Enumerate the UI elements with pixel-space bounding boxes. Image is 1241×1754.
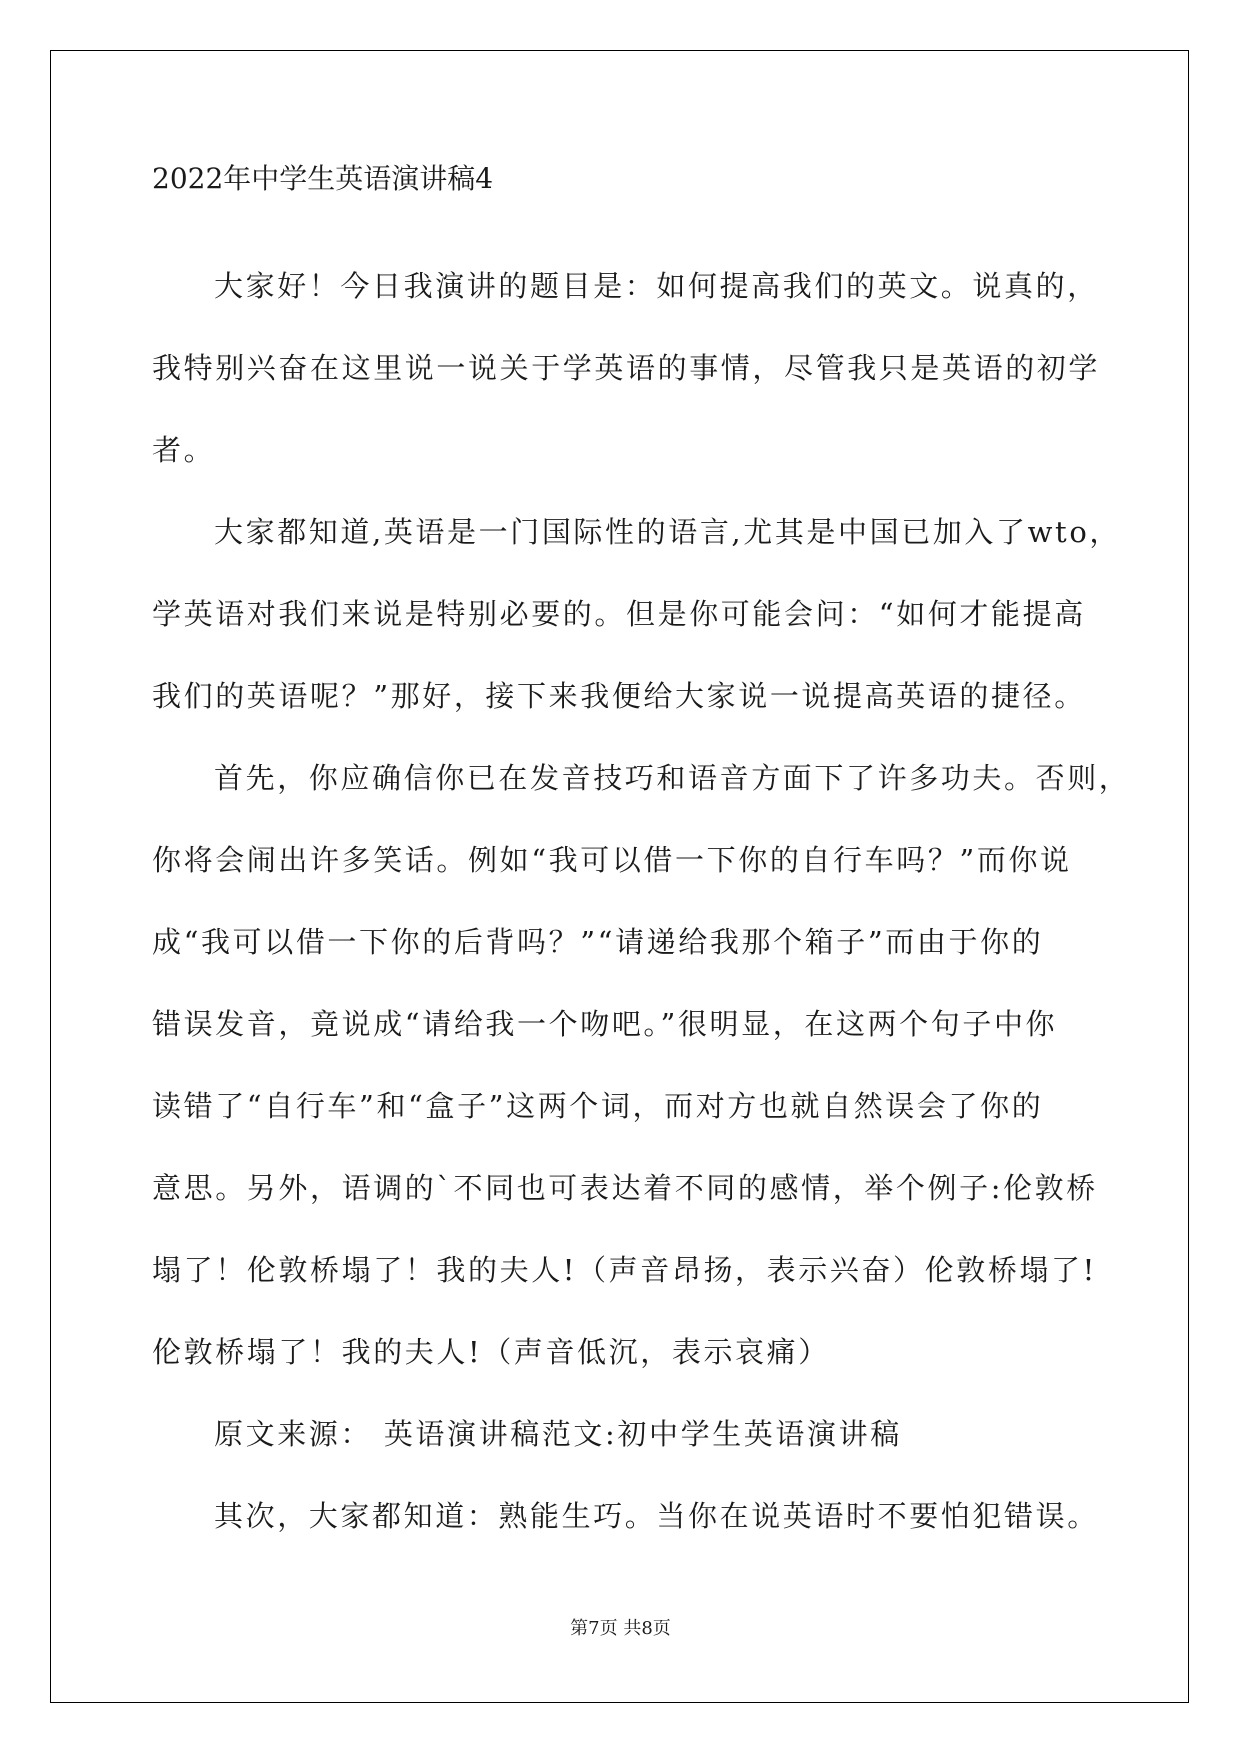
text-line: 意思。另外，语调的`不同也可表达着不同的感情，举个例子:伦敦桥 [152,1171,1098,1205]
text-line: 学英语对我们来说是特别必要的。但是你可能会问：“如何才能提高 [152,597,1086,631]
text-line: 错误发音，竟说成“请给我一个吻吧。”很明显，在这两个句子中你 [152,1007,1058,1041]
text-line: 我特别兴奋在这里说一说关于学英语的事情，尽管我只是英语的初学 [152,351,1101,385]
text-line: 伦敦桥塌了！我的夫人!（声音低沉，表示哀痛） [152,1335,830,1369]
text-line: 其次，大家都知道：熟能生巧。当你在说英语时不要怕犯错误。 [214,1499,1099,1533]
text-line: 大家好！今日我演讲的题目是：如何提高我们的英文。说真的， [214,269,1099,303]
text-line: 成“我可以借一下你的后背吗？”“请递给我那个箱子”而由于你的 [152,925,1044,959]
text-line: 塌了！伦敦桥塌了！我的夫人!（声音昂扬，表示兴奋）伦敦桥塌了! [152,1253,1097,1287]
text-line: 你将会闹出许多笑话。例如“我可以借一下你的自行车吗？”而你说 [152,843,1072,877]
paragraph-lines [152,245,1131,1557]
page-number-footer: 第7页 共8页 [570,1618,671,1639]
text-line: 我们的英语呢？”那好，接下来我便给大家说一说提高英语的捷径。 [152,679,1086,713]
text-line: 首先，你应确信你已在发音技巧和语音方面下了许多功夫。否则， [214,761,1131,795]
text-line: 大家都知道,英语是一门国际性的语言,尤其是中国已加入了wto， [214,515,1121,549]
document-title: 2022年中学生英语演讲稿4 [152,162,494,195]
text-line: 者。 [152,433,216,467]
text-line: 读错了“自行车”和“盒子”这两个词，而对方也就自然误会了你的 [152,1089,1044,1123]
document-body [152,162,1131,1557]
text-line: 原文来源： 英语演讲稿范文:初中学生英语演讲稿 [214,1417,902,1451]
